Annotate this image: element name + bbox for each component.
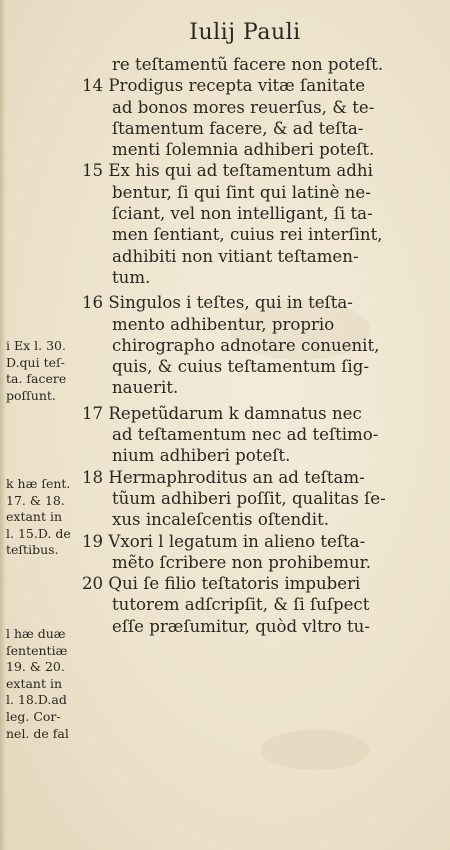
text-line: nauerit. <box>112 378 179 398</box>
running-header <box>0 20 450 45</box>
text-line: tutorem adſcripſit, & ſi ſuſpect <box>112 595 370 615</box>
margin-note-l <box>6 626 90 742</box>
text-line: ſciant, vel non intelligant, ſi ta- <box>112 204 373 224</box>
margin-note-line: leg. Cor- <box>6 708 61 724</box>
text-line: 17 Repetũdarum k damnatus nec <box>82 403 362 423</box>
text-line: adhibiti non vitiant teſtamen- <box>112 246 359 266</box>
paper-stain <box>260 730 370 770</box>
text-line: nium adhiberi poteſt. <box>112 446 291 466</box>
margin-note-line: l. 15.D. de <box>6 525 71 541</box>
text-line: 15 Ex his qui ad teſtamentum adhi <box>82 161 373 181</box>
text-line: bentur, ſi qui ſint qui latinè ne- <box>112 182 371 202</box>
margin-note-i <box>6 338 90 404</box>
text-line: 18 Hermaphroditus an ad teſtam- <box>82 467 365 487</box>
margin-note-line: D.qui teſ- <box>6 354 65 370</box>
margin-note-k <box>6 476 90 559</box>
text-line: eſſe præſumitur, quòd vltro tu- <box>112 616 370 636</box>
margin-note-line: l hæ duæ <box>6 626 66 641</box>
text-line: quis, & cuius teſtamentum ſig- <box>112 357 369 377</box>
text-line: 20 Qui ſe filio teſtatoris impuberi <box>82 574 361 594</box>
margin-note-line: i Ex l. 30. <box>6 338 66 353</box>
text-line: 19 Vxori l legatum in alieno teſta- <box>82 531 366 551</box>
text-line: mento adhibentur, proprio <box>112 314 335 334</box>
margin-note-line: extant in <box>6 675 63 691</box>
text-line: tum. <box>112 267 151 287</box>
margin-note-line: nel. de fal <box>6 725 69 741</box>
margin-note-line: 19. & 20. <box>6 659 65 675</box>
margin-note-line: teſtibus. <box>6 542 59 558</box>
text-line: tũum adhiberi poſſit, qualitas ſe- <box>112 488 386 508</box>
margin-note-line: ta. facere <box>6 371 67 387</box>
margin-note-line: extant in <box>6 509 63 525</box>
margin-note-line: l. 18.D.ad <box>6 692 67 708</box>
text-line: ad teſtamentum nec ad teſtimo- <box>112 425 379 445</box>
margin-note-line: 17. & 18. <box>6 492 65 508</box>
margin-note-line: ſententiæ <box>6 642 68 658</box>
text-line: menti ſolemnia adhiberi poteſt. <box>112 140 375 160</box>
running-header-title: Iulij Pauli <box>189 20 301 45</box>
margin-note-line: poſſunt. <box>6 387 56 403</box>
text-line: mẽto ſcribere non prohibemur. <box>112 552 372 572</box>
text-line: 16 Singulos i teſtes, qui in teſta- <box>82 293 353 313</box>
text-line: chirographo adnotare conuenit, <box>112 335 380 355</box>
text-line: xus incaleſcentis oſtendit. <box>112 510 330 530</box>
main-text-block <box>82 54 426 637</box>
margin-note-line: k hæ ſent. <box>6 476 71 491</box>
text-line: re teſtamentũ facere non poteſt. <box>112 55 384 74</box>
text-line: ſtamentum facere, & ad teſta- <box>112 118 364 138</box>
text-line: men ſentiant, cuius rei interſint, <box>112 225 383 245</box>
text-line: ad bonos mores reuerſus, & te- <box>112 97 375 117</box>
text-line: 14 Prodigus recepta vitæ ſanitate <box>82 76 366 96</box>
